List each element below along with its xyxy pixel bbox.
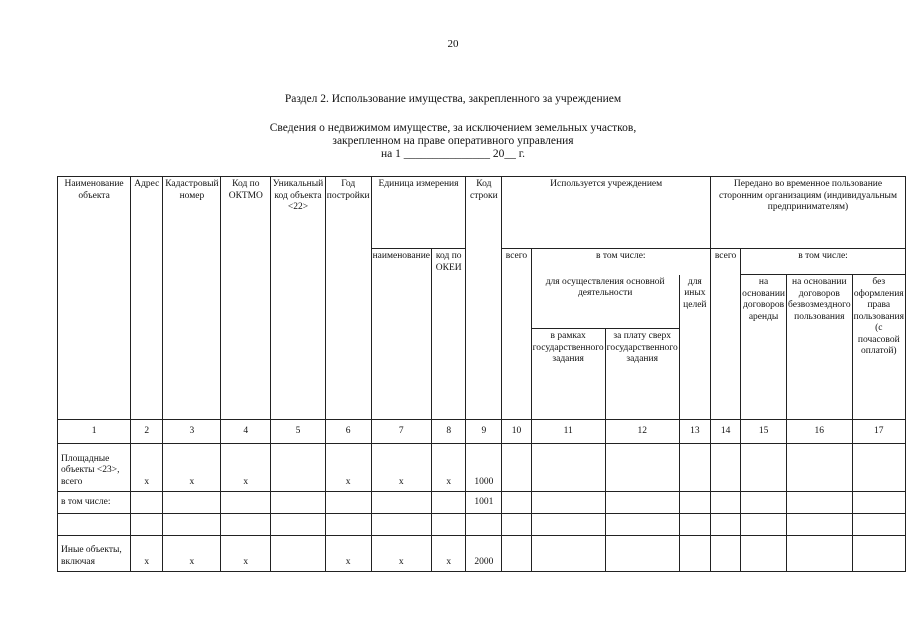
header-oktmo: Код по ОКТМО [221,177,271,420]
cell-empty [787,444,853,492]
cell-unique-code [271,444,326,492]
cell-empty [163,514,221,536]
cell-unit-name: x [371,536,431,572]
cell-empty [531,536,605,572]
cell-empty [531,492,605,514]
cell-empty [679,536,710,572]
cell-empty [502,536,531,572]
cell-cadastral: x [163,444,221,492]
column-number: 13 [679,420,710,444]
header-for-main: для осуществления основной деятельности [531,275,679,329]
row-name: Иные объекты, включая [58,536,131,572]
header-unit-name: наименование [371,249,431,420]
column-number: 16 [787,420,853,444]
subtitle-line: на 1 _______________ 20__ г. [380,148,526,160]
column-number: 6 [325,420,371,444]
column-number: 2 [131,420,163,444]
cell-empty [679,444,710,492]
column-number: 17 [852,420,905,444]
cell-empty [432,514,466,536]
cell-empty [605,514,679,536]
header-address: Адрес [131,177,163,420]
cell-empty [325,492,371,514]
table-row [58,536,906,572]
header-unit: Единица измерения [371,177,466,249]
column-number: 14 [710,420,740,444]
header-paid-above: за плату сверх государственного задания [605,329,679,420]
cell-empty [787,536,853,572]
table-row [58,444,906,492]
header-cadastral: Кадастровый номер [163,177,221,420]
column-number: 1 [58,420,131,444]
cell-empty [531,444,605,492]
cell-empty [221,492,271,514]
cell-empty [502,492,531,514]
cell-empty [605,444,679,492]
section-title: Раздел 2. Использование имущества, закрепленного за учреждением [284,93,622,105]
cell-empty [531,514,605,536]
header-other-purposes: для иных целей [679,275,710,420]
cell-address: x [131,444,163,492]
header-within-state: в рамках государственного задания [531,329,605,420]
column-number: 4 [221,420,271,444]
cell-empty [371,492,431,514]
cell-empty [605,536,679,572]
cell-empty [710,444,740,492]
column-number: 10 [502,420,531,444]
cell-unique-code [271,536,326,572]
header-unique-code: Уникальный код объекта <22> [271,177,326,420]
column-number: 9 [466,420,502,444]
cell-year: x [325,444,371,492]
row-name: в том числе: [58,492,131,514]
cell-empty [163,492,221,514]
property-table [57,176,906,572]
cell-oktmo: x [221,536,271,572]
cell-row-code: 1001 [466,492,502,514]
header-used-total: всего [502,249,531,420]
cell-unit-name: x [371,444,431,492]
header-transferred-including: в том числе: [741,249,906,275]
cell-empty [221,514,271,536]
cell-empty [605,492,679,514]
subtitle-line: Сведения о недвижимом имуществе, за исключением земельных участков, [269,122,637,134]
cell-empty [787,492,853,514]
subtitle [0,122,906,161]
header-transferred: Передано во временное пользование сторонним организациям (индивидуальным предпринимателям) [710,177,905,249]
cell-empty [271,492,326,514]
header-used-including: в том числе: [531,249,710,275]
cell-empty [852,536,905,572]
cell-empty [679,492,710,514]
cell-empty [502,514,531,536]
header-transferred-total: всего [710,249,740,420]
cell-cadastral: x [163,536,221,572]
column-number: 8 [432,420,466,444]
cell-empty [131,492,163,514]
cell-empty [787,514,853,536]
header-free-use: на основании договоров безвозмездного пользования [787,275,853,420]
cell-row-code: 2000 [466,536,502,572]
cell-empty [432,492,466,514]
cell-unit-okei: x [432,536,466,572]
header-used-by: Используется учреждением [502,177,711,249]
column-number: 11 [531,420,605,444]
cell-empty [502,444,531,492]
cell-empty [852,514,905,536]
header-lease: на основании договоров аренды [741,275,787,420]
cell-empty [371,514,431,536]
column-number: 7 [371,420,431,444]
cell-empty [325,514,371,536]
cell-unit-okei: x [432,444,466,492]
header-unit-okei: код по ОКЕИ [432,249,466,420]
cell-empty [852,444,905,492]
cell-oktmo: x [221,444,271,492]
column-number: 3 [163,420,221,444]
header-year-built: Год постройки [325,177,371,420]
column-number: 5 [271,420,326,444]
cell-empty [741,492,787,514]
cell-empty [679,514,710,536]
row-name [58,514,131,536]
header-no-contract: без оформления права пользования (с почасовой оплатой) [852,275,905,420]
cell-empty [710,492,740,514]
cell-empty [852,492,905,514]
column-number: 15 [741,420,787,444]
cell-empty [271,514,326,536]
cell-empty [710,514,740,536]
cell-empty [131,514,163,536]
header-name: Наименование объекта [58,177,131,420]
column-number: 12 [605,420,679,444]
cell-year: x [325,536,371,572]
cell-empty [741,536,787,572]
row-name: Площадные объекты <23>, всего [58,444,131,492]
cell-empty [710,536,740,572]
column-numbers-row [58,420,906,444]
table-row [58,492,906,514]
subtitle-line: закрепленном на праве оперативного управления [332,135,574,147]
cell-empty [466,514,502,536]
cell-row-code: 1000 [466,444,502,492]
cell-address: x [131,536,163,572]
header-row-code: Код строки [466,177,502,420]
table-row [58,514,906,536]
page-number: 20 [447,38,459,50]
cell-empty [741,444,787,492]
cell-empty [741,514,787,536]
